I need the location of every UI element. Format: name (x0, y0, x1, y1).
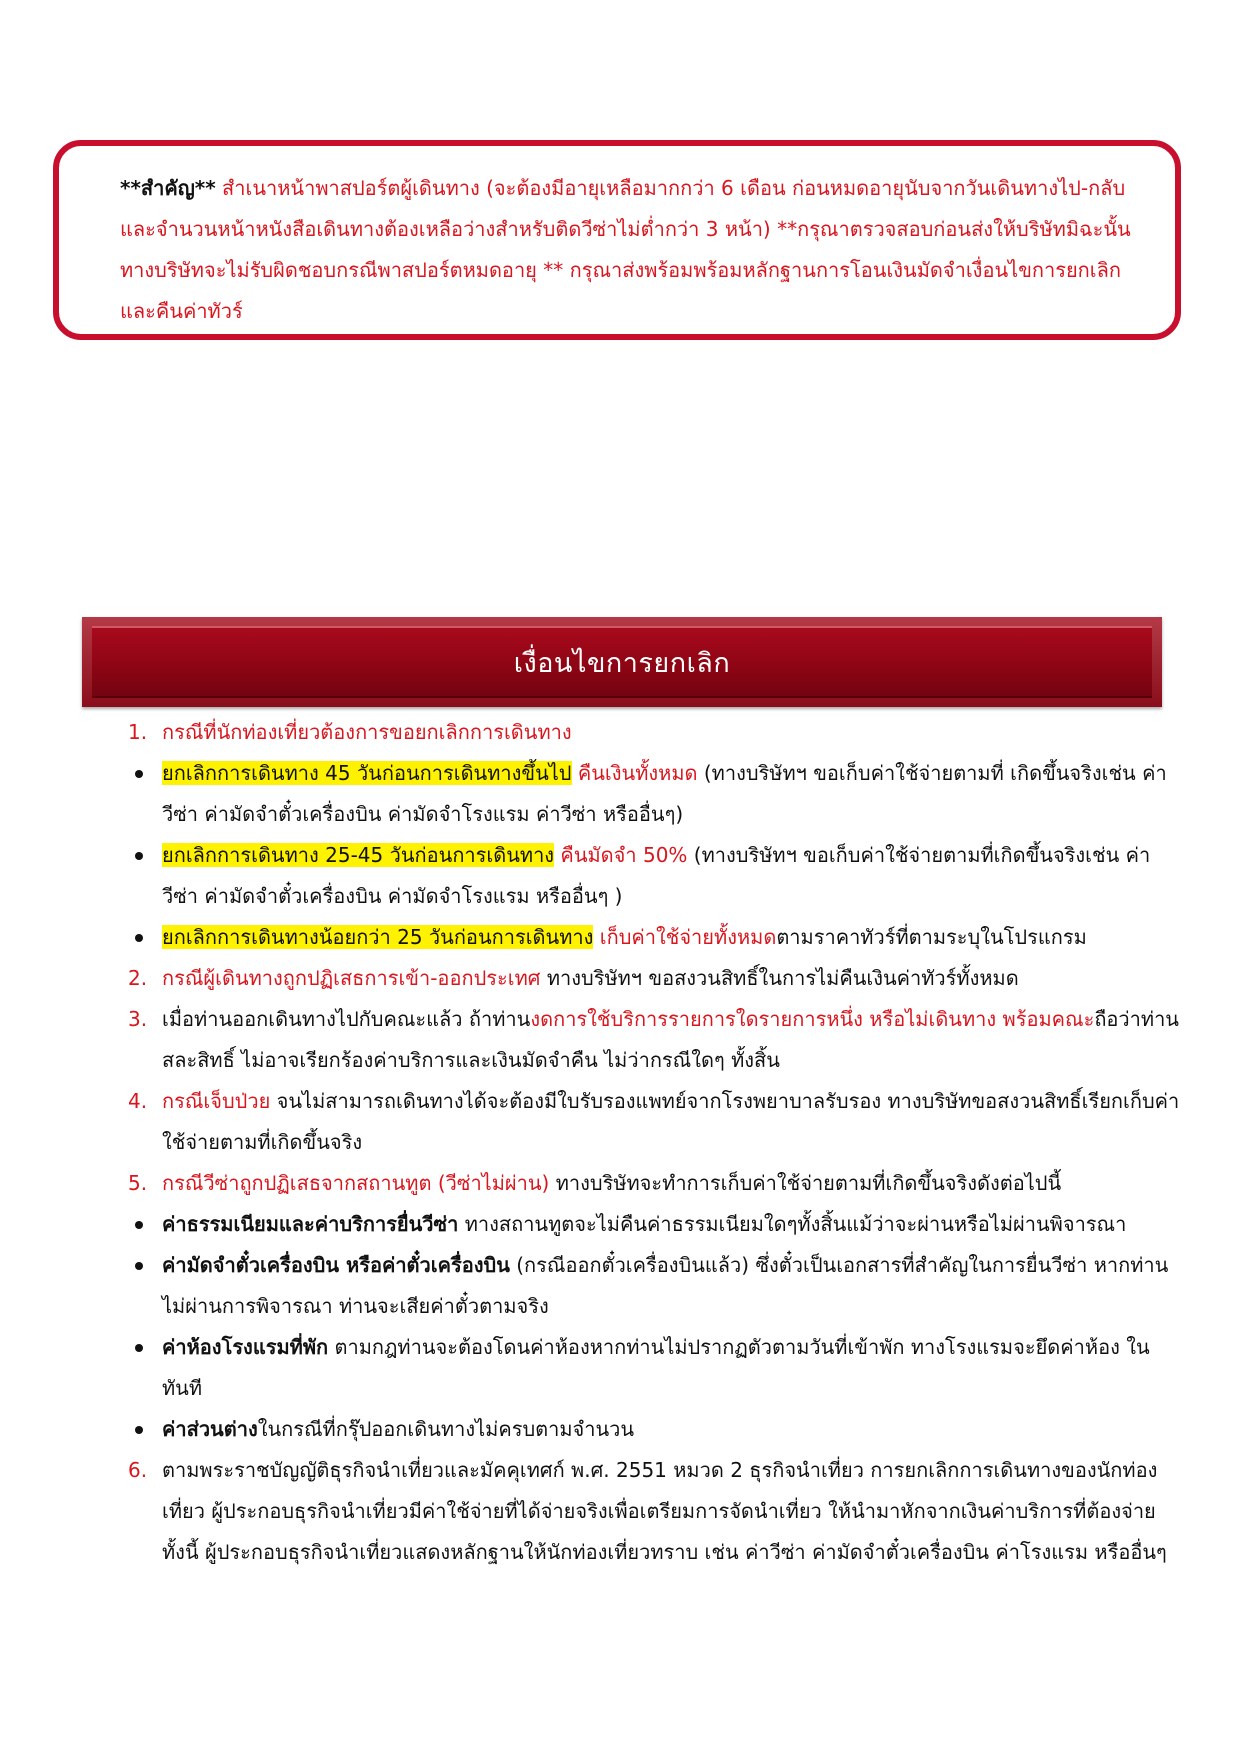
bullet-text (162, 1327, 1180, 1409)
bold-term: ค่าส่วนต่าง (162, 1417, 258, 1441)
policy-bullet-difference (128, 1409, 1180, 1450)
item-text (162, 958, 1180, 999)
policy-bullet-visa-fee (128, 1204, 1180, 1245)
item-red-text: กรณีวีซ่าถูกปฏิเสธจากสถานทูต (วีซ่าไม่ผ่าน) (162, 1171, 550, 1195)
bullet-icon (135, 1344, 143, 1352)
notice-body: สำเนาหน้าพาสปอร์ตผู้เดินทาง (จะต้องมีอายุเหลือมากกว่า 6 เดือน ก่อนหมดอายุนับจากวันเดินทางไป-กลับและจำนวนหน้าหนังสือเดินทางต้องเหลือว่างสำหรับติดวีซ่าไม่ต่ำกว่า 3 หน้า) **กรุณาตรวจสอบก่อนส่งให้บริษัทมิฉะนั้นทางบริษัทจะไม่รับผิดชอบกรณีพาสปอร์ตหมดอายุ ** กรุณาส่งพร้อมพร้อมหลักฐานการโอนเงินมัดจำเงื่อนไขการยกเลิกและคืนค่าทัวร์ (120, 176, 1131, 323)
cancellation-banner (82, 617, 1162, 707)
item-text (162, 1163, 1180, 1204)
item-text (162, 1081, 1180, 1163)
policy-item-1 (128, 712, 1180, 753)
item-number: 6. (128, 1458, 148, 1482)
detail-text: (ทางบริษัทฯ ขอเก็บค่าใช้จ่ายตามที่เกิดขึ้นจริงเช่น ค่าวีซ่า ค่ามัดจำตั๋วเครื่องบิน ค่ามัดจำโรงแรม หรืออื่นๆ ) (162, 843, 1151, 908)
policy-bullet-hotel (128, 1327, 1180, 1409)
banner-inner (92, 626, 1152, 698)
bold-term: ค่ามัดจำตั๋วเครื่องบิน หรือค่าตั๋วเครื่องบิน (162, 1253, 510, 1277)
passport-notice-box (53, 140, 1181, 340)
banner-title: เงื่อนไขการยกเลิก (513, 647, 731, 679)
refund-text: คืนมัดจำ 50% (554, 843, 688, 867)
cancellation-policy-list (128, 712, 1180, 1573)
item-rest-text: จนไม่สามารถเดินทางได้จะต้องมีใบรับรองแพทย์จากโรงพยาบาลรับรอง ทางบริษัทขอสงวนสิทธิ์เรียกเก็บค่าใช้จ่ายตามที่เกิดขึ้นจริง (162, 1089, 1180, 1154)
detail-text: (ทางบริษัทฯ ขอเก็บค่าใช้จ่ายตามที่ เกิดขึ้นจริงเช่น ค่าวีซ่า ค่ามัดจำตั๋วเครื่องบิน ค่ามัดจำโรงแรม ค่าวีซ่า หรืออื่นๆ) (162, 761, 1167, 826)
highlight-text: ยกเลิกการเดินทาง 25-45 วันก่อนการเดินทาง (162, 843, 555, 867)
policy-item-3 (128, 999, 1180, 1081)
item-red-text: กรณีเจ็บป่วย (162, 1089, 271, 1113)
highlight-text: ยกเลิกการเดินทางน้อยกว่า 25 วันก่อนการเดินทาง (162, 925, 594, 949)
bold-term: ค่าธรรมเนียมและค่าบริการยื่นวีซ่า (162, 1212, 459, 1236)
item-number: 3. (128, 1007, 148, 1031)
bullet-icon (135, 1262, 143, 1270)
detail-text: ตามราคาทัวร์ที่ตามระบุในโปรแกรม (776, 925, 1087, 949)
item-lead-text: เมื่อท่านออกเดินทางไปกับคณะแล้ว ถ้าท่าน (162, 1007, 531, 1031)
detail-text: ในกรณีที่กรุ๊ปออกเดินทางไม่ครบตามจำนวน (257, 1417, 635, 1441)
bold-term: ค่าห้องโรงแรมที่พัก (162, 1335, 329, 1359)
refund-text: เก็บค่าใช้จ่ายทั้งหมด (593, 925, 777, 949)
notice-prefix: **สำคัญ** (120, 176, 216, 200)
policy-bullet-25-45-days (128, 835, 1180, 917)
item-number: 5. (128, 1171, 148, 1195)
item-rest-text: ถือว่าท่านสละสิทธิ์ ไม่อาจเรียกร้องค่าบริการและเงินมัดจำคืน ไม่ว่ากรณีใดๆ ทั้งสิ้น (162, 1007, 1179, 1072)
bullet-text (162, 1245, 1180, 1327)
notice-text (120, 168, 1147, 332)
bullet-text (162, 1409, 1180, 1450)
policy-bullet-air-ticket (128, 1245, 1180, 1327)
bullet-text (162, 917, 1180, 958)
policy-item-2 (128, 958, 1180, 999)
refund-text: คืนเงินทั้งหมด (571, 761, 698, 785)
highlight-text: ยกเลิกการเดินทาง 45 วันก่อนการเดินทางขึ้นไป (162, 761, 572, 785)
bullet-text (162, 753, 1180, 835)
policy-item-5 (128, 1163, 1180, 1204)
item-rest-text: ทางบริษัทจะทำการเก็บค่าใช้จ่ายตามที่เกิดขึ้นจริงดังต่อไปนี้ (549, 1171, 1062, 1195)
bullet-icon (135, 934, 143, 942)
item-red-text: กรณีผู้เดินทางถูกปฏิเสธการเข้า-ออกประเทศ (162, 966, 541, 990)
policy-item-6 (128, 1450, 1180, 1573)
item-text: กรณีที่นักท่องเที่ยวต้องการขอยกเลิกการเดินทาง (162, 720, 572, 744)
policy-item-4 (128, 1081, 1180, 1163)
detail-text: ทางสถานทูตจะไม่คืนค่าธรรมเนียมใดๆทั้งสิ้นแม้ว่าจะผ่านหรือไม่ผ่านพิจารณา (458, 1212, 1127, 1236)
item-number: 4. (128, 1089, 148, 1113)
policy-bullet-under-25-days (128, 917, 1180, 958)
bullet-icon (135, 852, 143, 860)
item-text (162, 999, 1180, 1081)
bullet-text (162, 1204, 1180, 1245)
bullet-icon (135, 1426, 143, 1434)
bullet-text (162, 835, 1180, 917)
item-red-text: งดการใช้บริการรายการใดรายการหนึ่ง หรือไม่เดินทาง พร้อมคณะ (530, 1007, 1095, 1031)
item-number: 1. (128, 720, 148, 744)
bullet-icon (135, 1221, 143, 1229)
policy-bullet-45-days (128, 753, 1180, 835)
item-rest-text: ทางบริษัทฯ ขอสงวนสิทธิ์ในการไม่คืนเงินค่าทัวร์ทั้งหมด (540, 966, 1019, 990)
item-text: ตามพระราชบัญญัติธุรกิจนำเที่ยวและมัคคุเทศก์ พ.ศ. 2551 หมวด 2 ธุรกิจนำเที่ยว การยกเลิกการเดินทางของนักท่องเที่ยว ผู้ประกอบธุรกิจนำเที่ยวมีค่าใช้จ่ายที่ได้จ่ายจริงเพื่อเตรียมการจัดนำเที่ยว ให้นำมาหักจากเงินค่าบริการที่ต้องจ่าย ทั้งนี้ ผู้ประกอบธุรกิจนำเที่ยวแสดงหลักฐานให้นักท่องเที่ยวทราบ เช่น ค่าวีซ่า ค่ามัดจำตั๋วเครื่องบิน ค่าโรงแรม หรืออื่นๆ (162, 1458, 1167, 1564)
detail-text: ตามกฎท่านจะต้องโดนค่าห้องหากท่านไม่ปรากฏตัวตามวันที่เข้าพัก ทางโรงแรมจะยึดค่าห้อง ในทันที (162, 1335, 1150, 1400)
bullet-icon (135, 770, 143, 778)
item-number: 2. (128, 966, 148, 990)
detail-text: (กรณีออกตั๋วเครื่องบินแล้ว) ซึ่งตั๋วเป็นเอกสารที่สำคัญในการยื่นวีซ่า หากท่านไม่ผ่านการพิจารณา ท่านจะเสียค่าตั๋วตามจริง (162, 1253, 1169, 1318)
